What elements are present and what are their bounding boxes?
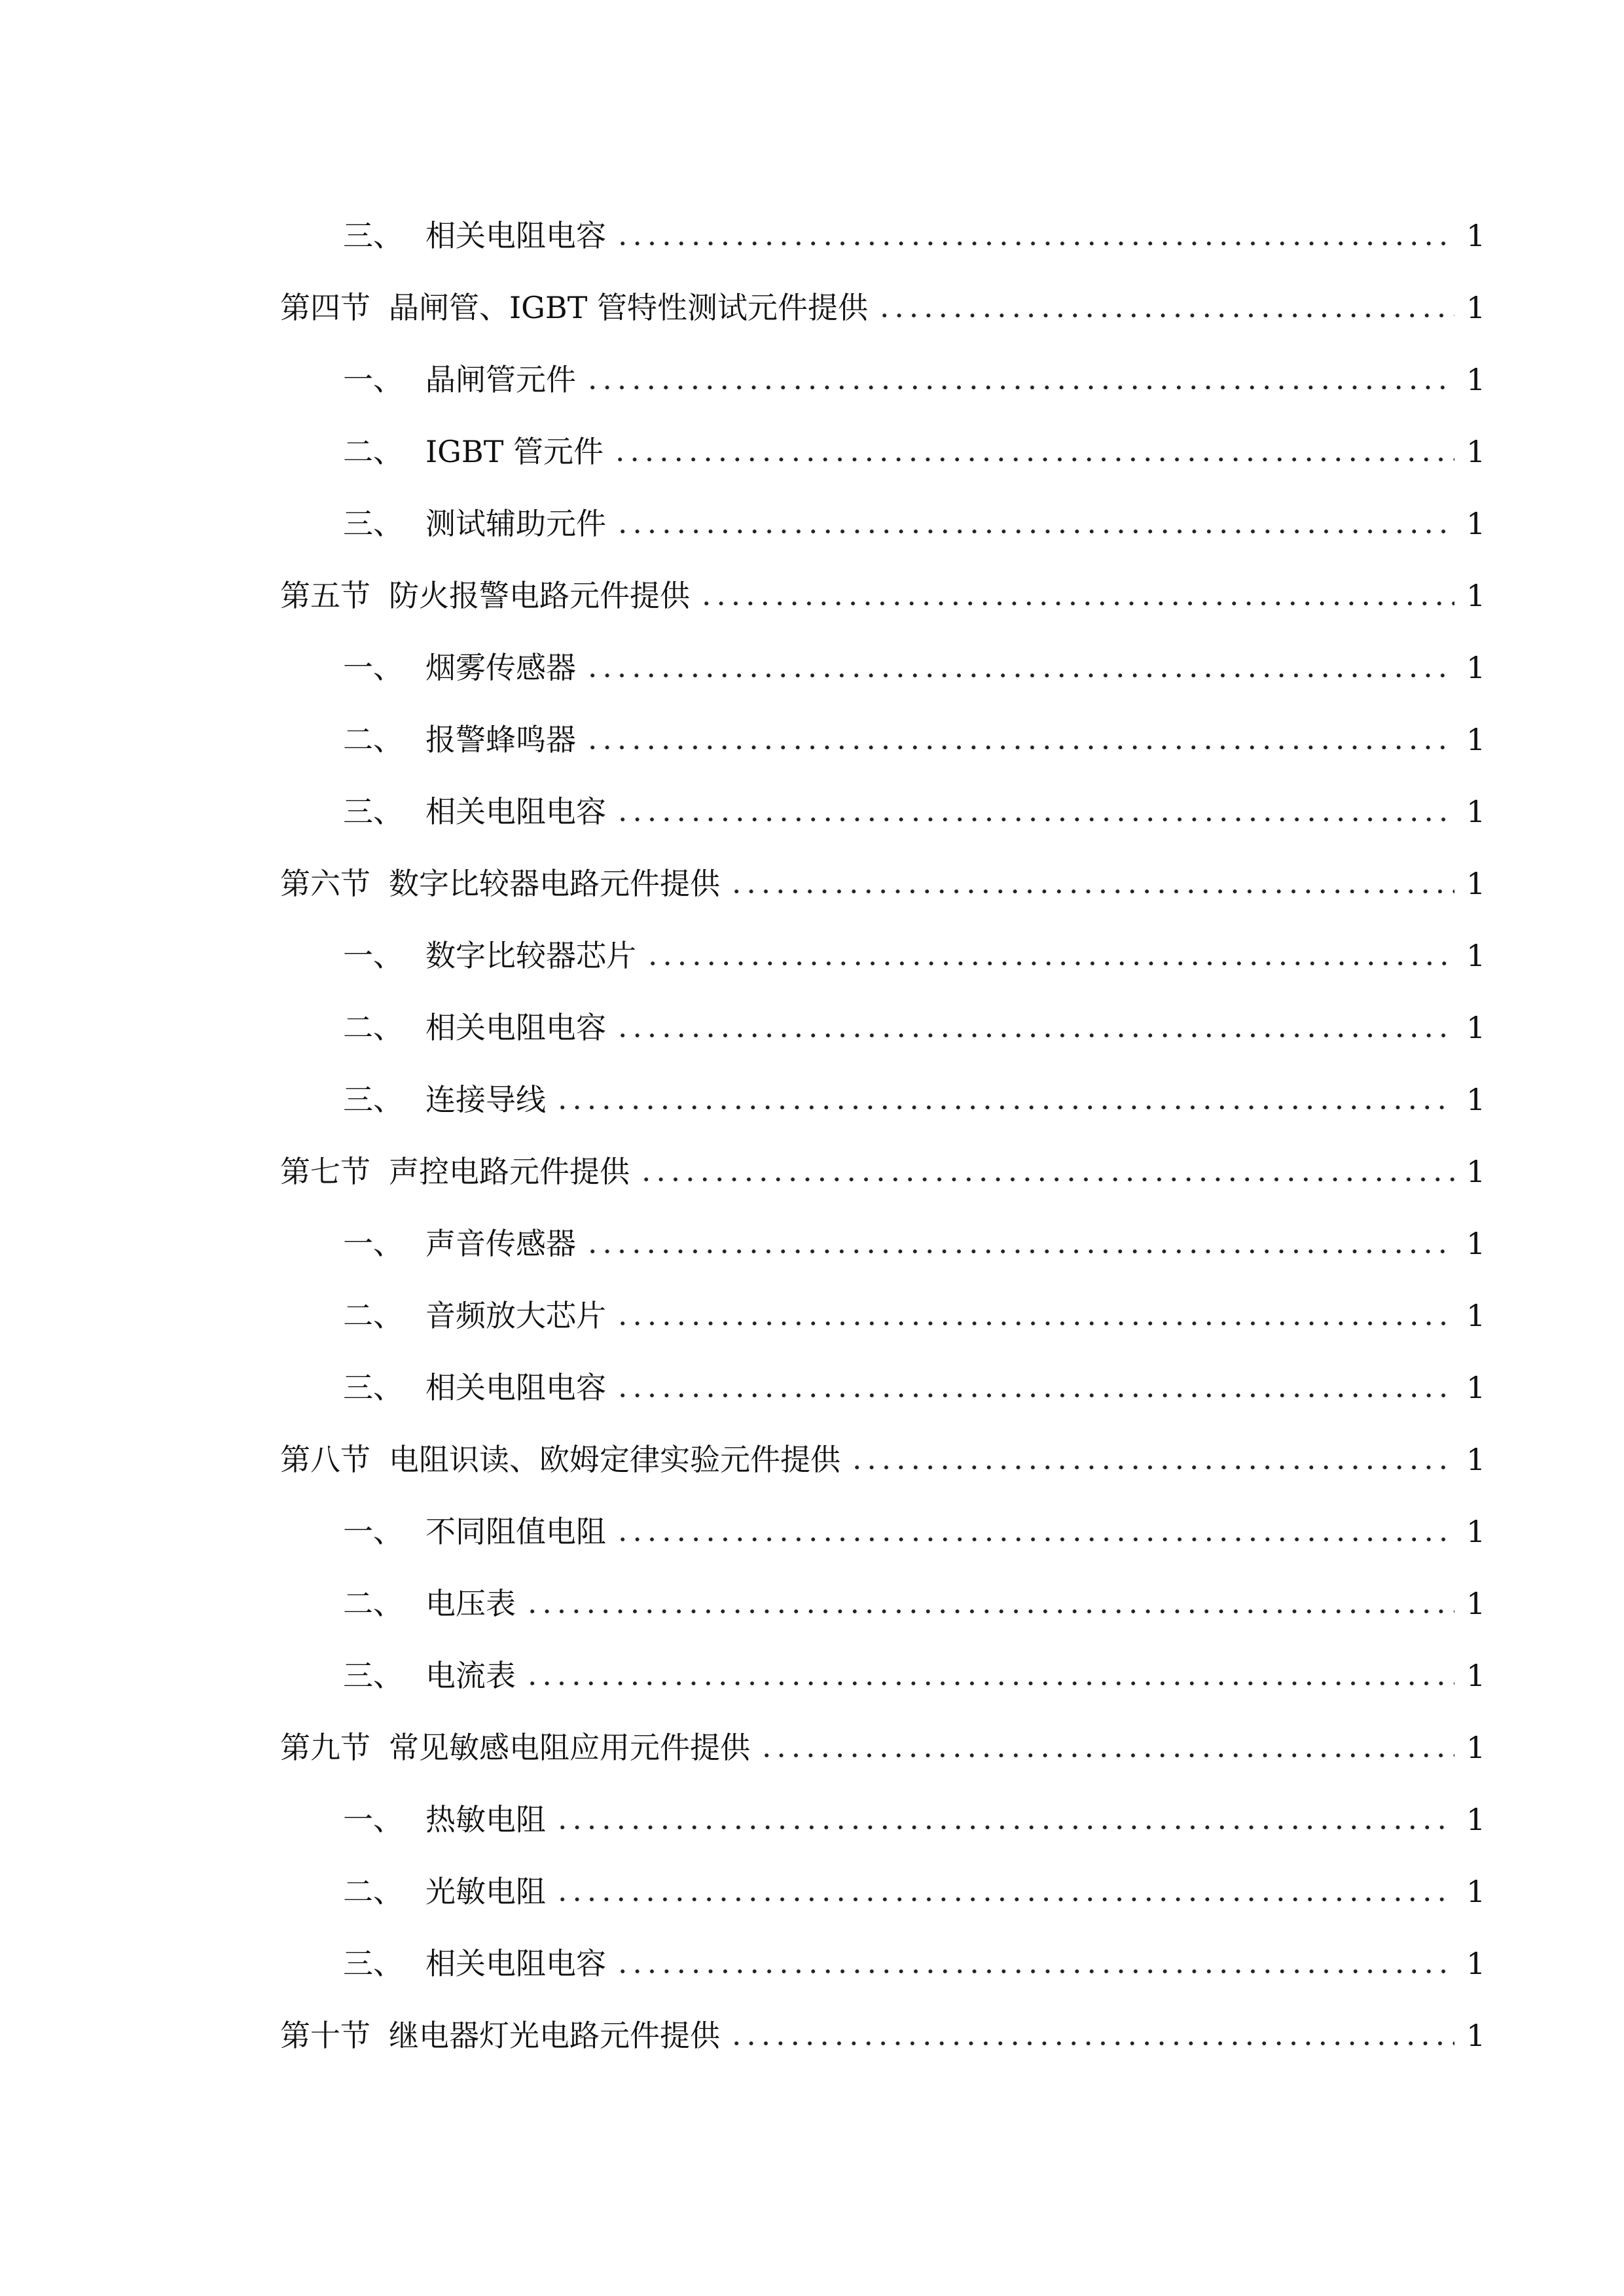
toc-entry-number: 三、 [343, 794, 403, 829]
dot-leader [759, 1753, 1454, 1758]
toc-entry-title: IGBT 管元件 [425, 434, 604, 469]
dot-leader [645, 961, 1454, 966]
toc-entry-number: 三、 [343, 218, 403, 253]
toc-entry[interactable] [280, 1854, 1485, 1926]
toc-entry-page: 1 [1466, 506, 1486, 541]
toc-entry-page: 1 [1466, 1658, 1486, 1693]
toc-entry[interactable] [280, 774, 1485, 846]
toc-entry-page: 1 [1466, 1082, 1486, 1117]
toc-entry-title: 电流表 [425, 1658, 516, 1693]
toc-entry[interactable] [280, 1566, 1485, 1638]
dot-leader [850, 1465, 1454, 1470]
toc-entry-page: 1 [1466, 794, 1486, 829]
toc-entry-title: 声音传感器 [425, 1226, 576, 1261]
toc-section-page: 1 [1466, 578, 1486, 613]
toc-section[interactable] [280, 1998, 1485, 2070]
toc-entry[interactable] [280, 630, 1485, 702]
toc-entry-number: 一、 [343, 1802, 403, 1837]
toc-entry-title: 光敏电阻 [425, 1874, 546, 1909]
dot-leader [729, 2041, 1454, 2046]
table-of-contents [280, 198, 1485, 2070]
toc-section[interactable] [280, 270, 1485, 342]
toc-entry-title: 相关电阻电容 [425, 794, 606, 829]
toc-entry-number: 一、 [343, 1226, 403, 1261]
toc-entry-page: 1 [1466, 1802, 1486, 1837]
toc-section-title: 声控电路元件提供 [389, 1154, 630, 1189]
toc-entry[interactable] [280, 1206, 1485, 1278]
toc-entry-title: 相关电阻电容 [425, 1370, 606, 1405]
toc-entry[interactable] [280, 702, 1485, 774]
dot-leader [699, 601, 1454, 606]
toc-section-page: 1 [1466, 1154, 1486, 1189]
toc-entry-page: 1 [1466, 1586, 1486, 1621]
toc-section[interactable] [280, 558, 1485, 630]
toc-entry-page: 1 [1466, 218, 1486, 253]
toc-entry[interactable] [280, 486, 1485, 558]
toc-section-number: 第五节 [280, 578, 370, 613]
toc-entry-title: 报警蜂鸣器 [425, 722, 576, 757]
dot-leader [585, 673, 1454, 678]
toc-entry-title: 烟雾传感器 [425, 650, 576, 685]
dot-leader [615, 1033, 1454, 1038]
toc-entry[interactable] [280, 1782, 1485, 1854]
toc-section-title: 数字比较器电路元件提供 [389, 866, 720, 901]
dot-leader [615, 817, 1454, 822]
toc-section-number: 第六节 [280, 866, 370, 901]
toc-section-page: 1 [1466, 866, 1486, 901]
dot-leader [525, 1609, 1454, 1614]
dot-leader [729, 889, 1454, 894]
dot-leader [585, 1249, 1454, 1254]
toc-entry[interactable] [280, 198, 1485, 270]
toc-section-title: 电阻识读、欧姆定律实验元件提供 [389, 1442, 840, 1477]
toc-entry[interactable] [280, 1926, 1485, 1998]
toc-entry-title: 热敏电阻 [425, 1802, 546, 1837]
dot-leader [555, 1825, 1454, 1830]
dot-leader [615, 1969, 1454, 1974]
toc-entry[interactable] [280, 1278, 1485, 1350]
toc-section-number: 第四节 [280, 290, 370, 325]
toc-entry[interactable] [280, 1062, 1485, 1134]
toc-section-number: 第七节 [280, 1154, 370, 1189]
toc-entry-number: 二、 [343, 722, 403, 757]
toc-entry-page: 1 [1466, 1514, 1486, 1549]
toc-entry-page: 1 [1466, 1874, 1486, 1909]
toc-entry-number: 一、 [343, 362, 403, 397]
toc-section[interactable] [280, 846, 1485, 918]
toc-entry-title: 连接导线 [425, 1082, 546, 1117]
toc-section[interactable] [280, 1134, 1485, 1206]
toc-entry-number: 二、 [343, 1874, 403, 1909]
toc-entry-number: 三、 [343, 506, 403, 541]
dot-leader [585, 385, 1454, 390]
toc-section[interactable] [280, 1422, 1485, 1494]
toc-entry-title: 电压表 [425, 1586, 516, 1621]
toc-entry-title: 不同阻值电阻 [425, 1514, 606, 1549]
toc-section-number: 第十节 [280, 2018, 370, 2053]
toc-entry-page: 1 [1466, 722, 1486, 757]
dot-leader [877, 313, 1454, 318]
toc-entry-number: 一、 [343, 938, 403, 973]
toc-entry-title: 音频放大芯片 [425, 1298, 606, 1333]
toc-section-title: 继电器灯光电路元件提供 [389, 2018, 720, 2053]
toc-section-page: 1 [1466, 2018, 1486, 2053]
dot-leader [615, 241, 1454, 246]
toc-entry-page: 1 [1466, 362, 1486, 397]
toc-entry-title: 相关电阻电容 [425, 218, 606, 253]
toc-entry-number: 二、 [343, 1010, 403, 1045]
toc-entry[interactable] [280, 1350, 1485, 1422]
toc-entry-page: 1 [1466, 1226, 1486, 1261]
toc-entry-number: 三、 [343, 1658, 403, 1693]
toc-entry-page: 1 [1466, 1010, 1486, 1045]
toc-entry-number: 二、 [343, 1298, 403, 1333]
toc-section-page: 1 [1466, 1730, 1486, 1765]
toc-entry-number: 一、 [343, 1514, 403, 1549]
dot-leader [525, 1681, 1454, 1686]
toc-entry-number: 二、 [343, 1586, 403, 1621]
toc-section-title: 防火报警电路元件提供 [389, 578, 690, 613]
toc-entry-title: 数字比较器芯片 [425, 938, 636, 973]
dot-leader [615, 1321, 1454, 1326]
toc-entry[interactable] [280, 1638, 1485, 1710]
toc-entry-page: 1 [1466, 434, 1486, 469]
toc-entry-page: 1 [1466, 1298, 1486, 1333]
toc-section-title: 晶闸管、IGBT 管特性测试元件提供 [389, 290, 869, 325]
toc-section-page: 1 [1466, 290, 1486, 325]
toc-entry-number: 三、 [343, 1946, 403, 1981]
toc-entry-page: 1 [1466, 938, 1486, 973]
dot-leader [585, 745, 1454, 750]
toc-entry[interactable] [280, 990, 1485, 1062]
toc-entry-number: 三、 [343, 1082, 403, 1117]
toc-entry-page: 1 [1466, 1946, 1486, 1981]
dot-leader [613, 457, 1454, 462]
toc-entry-number: 二、 [343, 434, 403, 469]
dot-leader [639, 1177, 1454, 1182]
toc-entry[interactable] [280, 918, 1485, 990]
toc-entry-page: 1 [1466, 1370, 1486, 1405]
toc-entry-page: 1 [1466, 650, 1486, 685]
dot-leader [555, 1897, 1454, 1902]
toc-section[interactable] [280, 1710, 1485, 1782]
toc-entry-number: 三、 [343, 1370, 403, 1405]
dot-leader [615, 1393, 1454, 1398]
toc-entry[interactable] [280, 1494, 1485, 1566]
toc-section-title: 常见敏感电阻应用元件提供 [389, 1730, 750, 1765]
toc-entry-title: 测试辅助元件 [425, 506, 606, 541]
toc-entry-title: 相关电阻电容 [425, 1010, 606, 1045]
toc-entry-title: 相关电阻电容 [425, 1946, 606, 1981]
toc-entry[interactable] [280, 414, 1485, 486]
dot-leader [555, 1105, 1454, 1110]
toc-entry[interactable] [280, 342, 1485, 414]
toc-entry-title: 晶闸管元件 [425, 362, 576, 397]
toc-section-page: 1 [1466, 1442, 1486, 1477]
dot-leader [615, 529, 1454, 534]
toc-section-number: 第九节 [280, 1730, 370, 1765]
toc-section-number: 第八节 [280, 1442, 370, 1477]
toc-entry-number: 一、 [343, 650, 403, 685]
dot-leader [615, 1537, 1454, 1542]
